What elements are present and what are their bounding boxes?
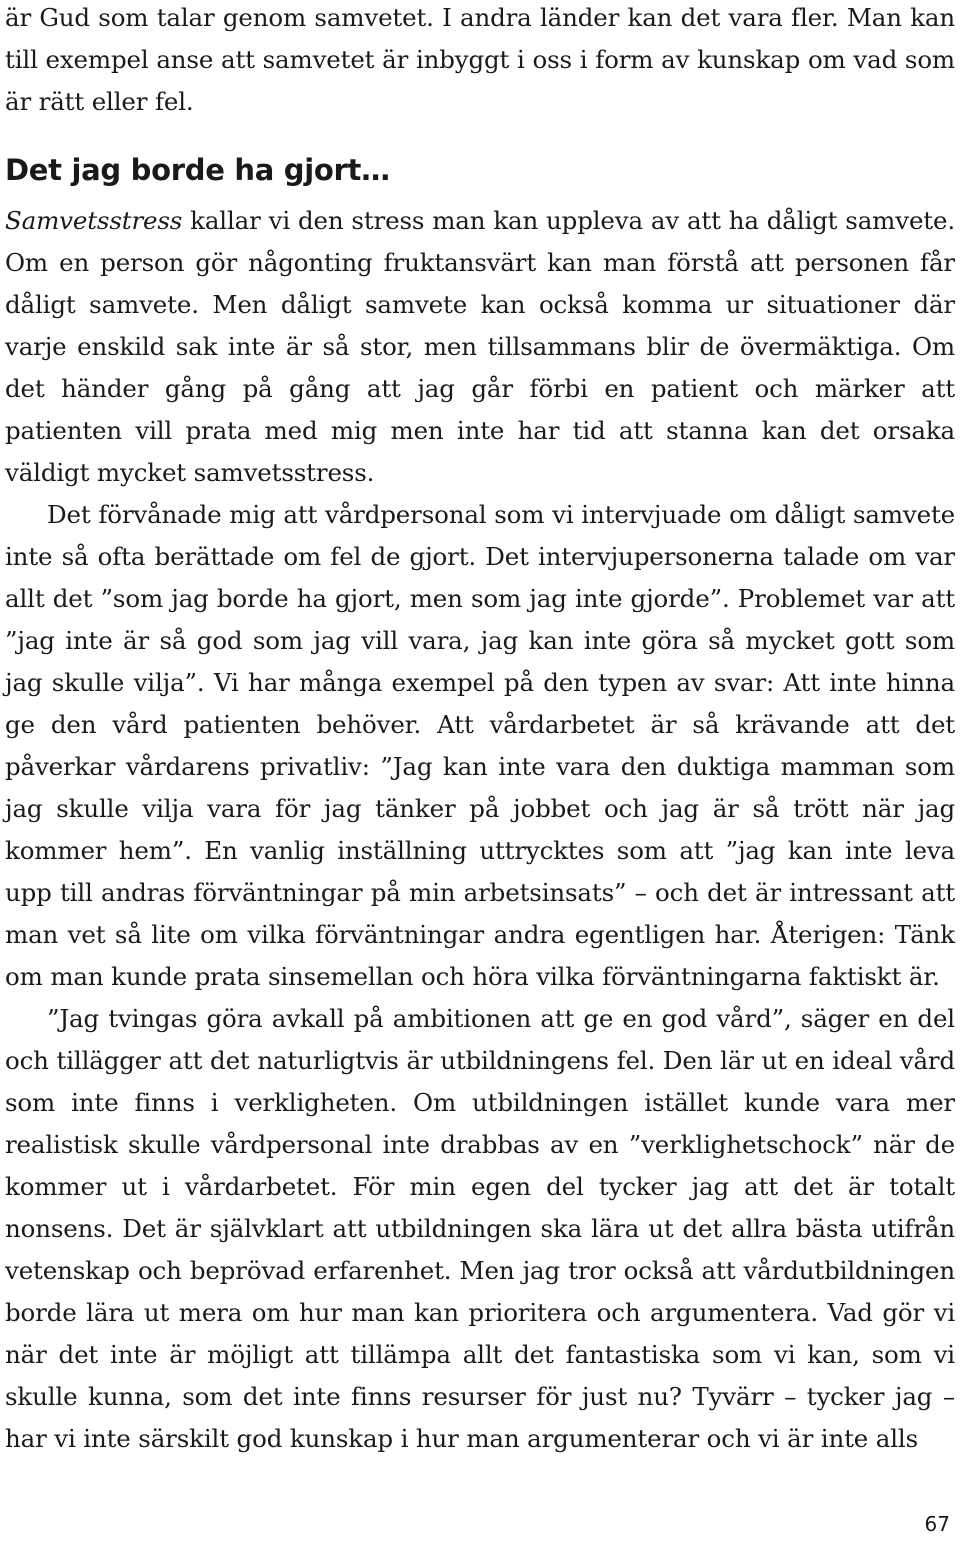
page-number: 67: [924, 1512, 950, 1536]
section-heading: Det jag borde ha gjort…: [5, 153, 390, 187]
body-paragraph: [5, 200, 955, 494]
intro-paragraph: är Gud som talar genom samvetet. I andra länder kan det vara fler. Man kan till exempel anse att samvetet är inbyggt i oss i form av kunskap om vad som är rätt eller fel.: [5, 3, 955, 116]
paragraph-text: kallar vi den stress man kan uppleva av att ha dåligt samvete. Om en person gör någonting fruktansvärt kan man förstå att personen får dåligt samvete. Men dåligt samvete kan också komma ur situationer där varje enskild sak inte är så stor, men tillsammans blir de övermäktiga. Om det händer gång på gång att jag går förbi en patient och märker att patienten vill prata med mig men inte har tid att stanna kan det orsaka väldigt mycket samvetsstress.: [5, 206, 955, 487]
book-page: [5, 0, 955, 1543]
body-paragraph: Det förvånade mig att vårdpersonal som vi intervjuade om dåligt samvete inte så ofta berättade om fel de gjort. Det intervjupersonerna talade om var allt det ”som jag borde ha gjort, men som jag inte gjorde”. Problemet var att ”jag inte är så god som jag vill vara, jag kan inte göra så mycket gott som jag skulle vilja”. Vi har många exempel på den typen av svar: Att inte hinna ge den vård patienten behöver. Att vårdarbetet är så krävande att det påverkar vårdarens privatliv: ”Jag kan inte vara den duktiga mamman som jag skulle vilja vara för jag tänker på jobbet och jag är så trött när jag kommer hem”. En vanlig inställning uttrycktes som att ”jag kan inte leva upp till andras förväntningar på min arbetsinsats” – och det är intressant att man vet så lite om vilka förväntningar andra egentligen har. Återigen: Tänk om man kunde prata sinsemellan och höra vilka förväntningarna faktiskt är.: [5, 500, 955, 991]
section-body: [5, 200, 955, 1460]
body-paragraph: ”Jag tvingas göra avkall på ambitionen att ge en god vård”, säger en del och tillägger att det naturligtvis är utbildningens fel. Den lär ut en ideal vård som inte finns i verkligheten. Om utbildningen istället kunde vara mer realistisk skulle vårdpersonal inte drabbas av en ”verklighetschock” när de kommer ut i vårdarbetet. För min egen del tycker jag att det är totalt nonsens. Det är självklart att utbildningen ska lära ut det allra bästa utifrån vetenskap och beprövad erfarenhet. Men jag tror också att vårdutbildningen borde lära ut mera om hur man kan prioritera och argumentera. Vad gör vi när det inte är möjligt att tillämpa allt det fantastiska som vi kan, som vi skulle kunna, som det inte finns resurser för just nu? Tyvärr – tycker jag – har vi inte särskilt god kunskap i hur man argumenterar och vi är inte alls: [5, 1004, 955, 1453]
emphasized-term: Samvetsstress: [5, 206, 183, 235]
